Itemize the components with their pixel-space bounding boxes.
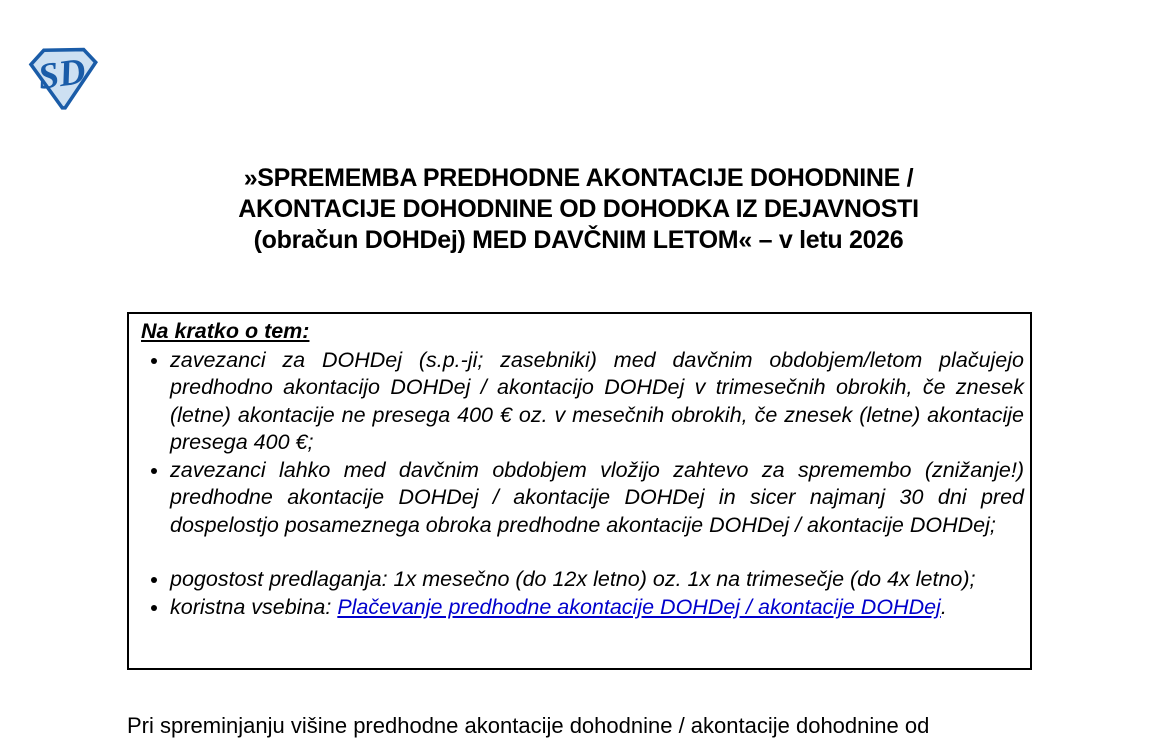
sd-diamond-logo-icon (26, 46, 100, 110)
page-title-line-1: »SPREMEMBA PREDHODNE AKONTACIJE DOHODNINE / (243, 164, 914, 192)
page-title-line-2: AKONTACIJE DOHODNINE OD DOHODKA IZ DEJAVNOSTI (238, 195, 919, 223)
page-title-line-3: (obračun DOHDej) MED DAVČNIM LETOM« – v letu 2026 (253, 226, 904, 254)
summary-bullet-useful-content (170, 594, 1024, 622)
summary-bullet-list (129, 347, 1024, 622)
summary-heading: Na kratko o tem: (141, 319, 310, 343)
summary-bullet-frequency: • pogostost predlaganja: 1x mesečno (do 12x letno) oz. 1x na trimesečje (do 4x letno); (170, 566, 1024, 594)
useful-content-label: koristna vsebina: (170, 594, 338, 619)
link-suffix-period: . (940, 594, 947, 619)
payment-info-link[interactable]: Plačevanje predhodne akontacije DOHDej / akontacije DOHDej (337, 594, 941, 619)
logo-letters: SD (35, 49, 89, 98)
summary-bullet-installments: • zavezanci za DOHDej (s.p.-ji; zasebniki) med davčnim obdobjem/letom plačujejo predhodno akontacijo DOHDej / akontacijo DOHDej v trimesečnih obrokih, če znesek (letne) akontacije ne presega 400 € oz. v mesečnih obrokih, če znesek (letne) akontacije presega 400 €; (170, 347, 1024, 457)
page-title (0, 163, 1157, 256)
summary-bullet-request: • zavezanci lahko med davčnim obdobjem vložijo zahtevo za spremembo (znižanje!) predhodne akontacije DOHDej / akontacije DOHDej in sicer najmanj 30 dni pred dospelostjo posameznega obroka predhodne akontacije DOHDej / akontacije DOHDej; (170, 457, 1024, 540)
body-paragraph: Pri spreminjanju višine predhodne akontacije dohodnine / akontacije dohodnine od (127, 713, 930, 738)
summary-box (127, 312, 1032, 670)
